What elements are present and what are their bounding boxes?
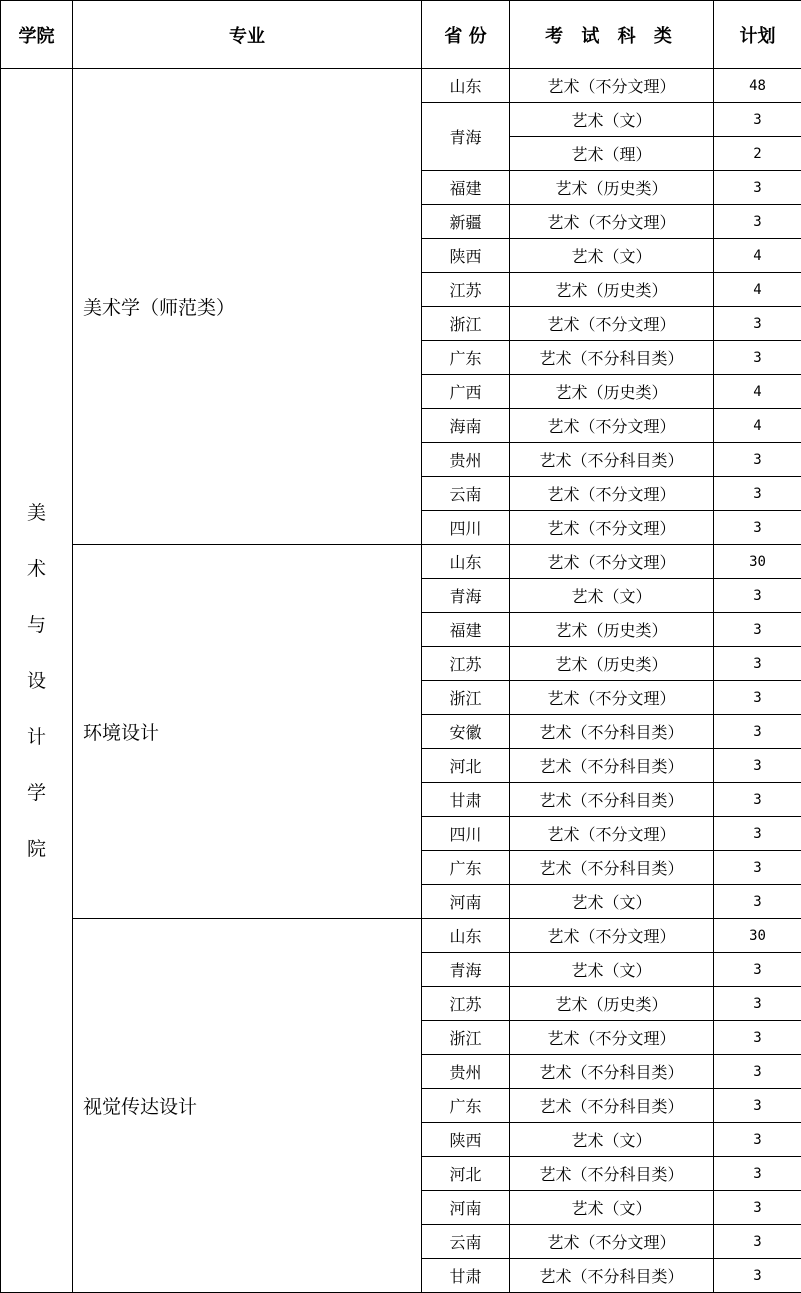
college-name-char: 计 bbox=[1, 709, 72, 765]
category-cell: 艺术（不分科目类） bbox=[510, 1157, 714, 1191]
table-row bbox=[1, 545, 801, 579]
plan-cell: 3 bbox=[714, 477, 801, 511]
province-cell: 浙江 bbox=[422, 1021, 510, 1055]
province-cell: 江苏 bbox=[422, 647, 510, 681]
category-cell: 艺术（不分科目类） bbox=[510, 749, 714, 783]
category-cell: 艺术（文） bbox=[510, 1191, 714, 1225]
header-category: 考 试 科 类 bbox=[510, 1, 714, 69]
province-cell: 山东 bbox=[422, 545, 510, 579]
major-name-cell: 视觉传达设计 bbox=[73, 919, 422, 1293]
plan-cell: 3 bbox=[714, 1157, 801, 1191]
plan-cell: 4 bbox=[714, 409, 801, 443]
category-cell: 艺术（文） bbox=[510, 239, 714, 273]
plan-cell: 3 bbox=[714, 1225, 801, 1259]
province-cell: 陕西 bbox=[422, 239, 510, 273]
category-cell: 艺术（历史类） bbox=[510, 613, 714, 647]
province-cell: 山东 bbox=[422, 919, 510, 953]
category-cell: 艺术（不分文理） bbox=[510, 919, 714, 953]
college-name-char: 术 bbox=[1, 541, 72, 597]
plan-cell: 3 bbox=[714, 987, 801, 1021]
category-cell: 艺术（不分文理） bbox=[510, 409, 714, 443]
college-name-char: 学 bbox=[1, 765, 72, 821]
plan-cell: 3 bbox=[714, 817, 801, 851]
province-cell: 安徽 bbox=[422, 715, 510, 749]
province-cell: 山东 bbox=[422, 69, 510, 103]
table-row bbox=[1, 69, 801, 103]
category-cell: 艺术（不分文理） bbox=[510, 1225, 714, 1259]
header-province: 省 份 bbox=[422, 1, 510, 69]
province-cell: 广东 bbox=[422, 851, 510, 885]
province-cell: 云南 bbox=[422, 477, 510, 511]
plan-cell: 3 bbox=[714, 647, 801, 681]
province-cell: 浙江 bbox=[422, 681, 510, 715]
plan-cell: 4 bbox=[714, 239, 801, 273]
plan-cell: 3 bbox=[714, 1089, 801, 1123]
plan-cell: 3 bbox=[714, 681, 801, 715]
category-cell: 艺术（文） bbox=[510, 885, 714, 919]
category-cell: 艺术（不分文理） bbox=[510, 545, 714, 579]
plan-cell: 3 bbox=[714, 851, 801, 885]
category-cell: 艺术（不分文理） bbox=[510, 307, 714, 341]
province-cell: 四川 bbox=[422, 511, 510, 545]
province-cell: 云南 bbox=[422, 1225, 510, 1259]
category-cell: 艺术（不分文理） bbox=[510, 1021, 714, 1055]
category-cell: 艺术（历史类） bbox=[510, 375, 714, 409]
province-cell: 浙江 bbox=[422, 307, 510, 341]
table-header-row bbox=[1, 1, 801, 69]
category-cell: 艺术（历史类） bbox=[510, 273, 714, 307]
table-row bbox=[1, 919, 801, 953]
plan-cell: 3 bbox=[714, 953, 801, 987]
plan-cell: 3 bbox=[714, 103, 801, 137]
plan-cell: 3 bbox=[714, 613, 801, 647]
province-cell: 海南 bbox=[422, 409, 510, 443]
plan-cell: 3 bbox=[714, 749, 801, 783]
province-cell: 广西 bbox=[422, 375, 510, 409]
category-cell: 艺术（不分科目类） bbox=[510, 1055, 714, 1089]
category-cell: 艺术（文） bbox=[510, 1123, 714, 1157]
plan-cell: 3 bbox=[714, 341, 801, 375]
category-cell: 艺术（理） bbox=[510, 137, 714, 171]
plan-cell: 3 bbox=[714, 715, 801, 749]
plan-cell: 3 bbox=[714, 171, 801, 205]
plan-cell: 3 bbox=[714, 1123, 801, 1157]
major-name-cell: 环境设计 bbox=[73, 545, 422, 919]
plan-cell: 2 bbox=[714, 137, 801, 171]
category-cell: 艺术（不分科目类） bbox=[510, 1259, 714, 1293]
plan-cell: 3 bbox=[714, 307, 801, 341]
college-name-char: 院 bbox=[1, 821, 72, 877]
province-cell: 四川 bbox=[422, 817, 510, 851]
header-major: 专业 bbox=[73, 1, 422, 69]
category-cell: 艺术（不分科目类） bbox=[510, 783, 714, 817]
plan-cell: 3 bbox=[714, 511, 801, 545]
province-cell: 新疆 bbox=[422, 205, 510, 239]
province-cell: 青海 bbox=[422, 953, 510, 987]
province-cell: 河北 bbox=[422, 1157, 510, 1191]
category-cell: 艺术（不分文理） bbox=[510, 477, 714, 511]
college-name-char: 设 bbox=[1, 653, 72, 709]
province-cell: 陕西 bbox=[422, 1123, 510, 1157]
table-body bbox=[1, 69, 801, 1293]
category-cell: 艺术（不分文理） bbox=[510, 511, 714, 545]
category-cell: 艺术（文） bbox=[510, 953, 714, 987]
category-cell: 艺术（不分文理） bbox=[510, 69, 714, 103]
category-cell: 艺术（文） bbox=[510, 579, 714, 613]
province-cell: 河南 bbox=[422, 885, 510, 919]
plan-cell: 3 bbox=[714, 1055, 801, 1089]
plan-cell: 3 bbox=[714, 1191, 801, 1225]
plan-cell: 4 bbox=[714, 375, 801, 409]
header-college: 学院 bbox=[1, 1, 73, 69]
plan-cell: 3 bbox=[714, 783, 801, 817]
plan-cell: 3 bbox=[714, 1259, 801, 1293]
plan-cell: 30 bbox=[714, 545, 801, 579]
category-cell: 艺术（不分科目类） bbox=[510, 341, 714, 375]
province-cell: 江苏 bbox=[422, 273, 510, 307]
plan-cell: 4 bbox=[714, 273, 801, 307]
category-cell: 艺术（不分科目类） bbox=[510, 443, 714, 477]
plan-cell: 48 bbox=[714, 69, 801, 103]
province-cell: 河北 bbox=[422, 749, 510, 783]
header-plan: 计划 bbox=[714, 1, 801, 69]
province-cell: 福建 bbox=[422, 171, 510, 205]
plan-cell: 3 bbox=[714, 1021, 801, 1055]
province-cell: 广东 bbox=[422, 1089, 510, 1123]
category-cell: 艺术（不分文理） bbox=[510, 205, 714, 239]
plan-cell: 30 bbox=[714, 919, 801, 953]
plan-cell: 3 bbox=[714, 205, 801, 239]
category-cell: 艺术（历史类） bbox=[510, 171, 714, 205]
category-cell: 艺术（不分科目类） bbox=[510, 1089, 714, 1123]
province-cell: 贵州 bbox=[422, 443, 510, 477]
college-name-char: 美 bbox=[1, 485, 72, 541]
major-name-cell: 美术学（师范类） bbox=[73, 69, 422, 545]
college-name-char: 与 bbox=[1, 597, 72, 653]
province-cell: 河南 bbox=[422, 1191, 510, 1225]
province-cell: 广东 bbox=[422, 341, 510, 375]
plan-cell: 3 bbox=[714, 443, 801, 477]
category-cell: 艺术（不分文理） bbox=[510, 681, 714, 715]
province-cell: 甘肃 bbox=[422, 783, 510, 817]
category-cell: 艺术（文） bbox=[510, 103, 714, 137]
province-cell: 贵州 bbox=[422, 1055, 510, 1089]
province-cell: 江苏 bbox=[422, 987, 510, 1021]
college-name-cell bbox=[1, 69, 73, 1293]
category-cell: 艺术（历史类） bbox=[510, 987, 714, 1021]
province-cell: 福建 bbox=[422, 613, 510, 647]
category-cell: 艺术（不分文理） bbox=[510, 817, 714, 851]
province-cell: 甘肃 bbox=[422, 1259, 510, 1293]
province-cell: 青海 bbox=[422, 103, 510, 171]
plan-cell: 3 bbox=[714, 579, 801, 613]
plan-cell: 3 bbox=[714, 885, 801, 919]
province-cell: 青海 bbox=[422, 579, 510, 613]
category-cell: 艺术（不分科目类） bbox=[510, 851, 714, 885]
category-cell: 艺术（历史类） bbox=[510, 647, 714, 681]
category-cell: 艺术（不分科目类） bbox=[510, 715, 714, 749]
